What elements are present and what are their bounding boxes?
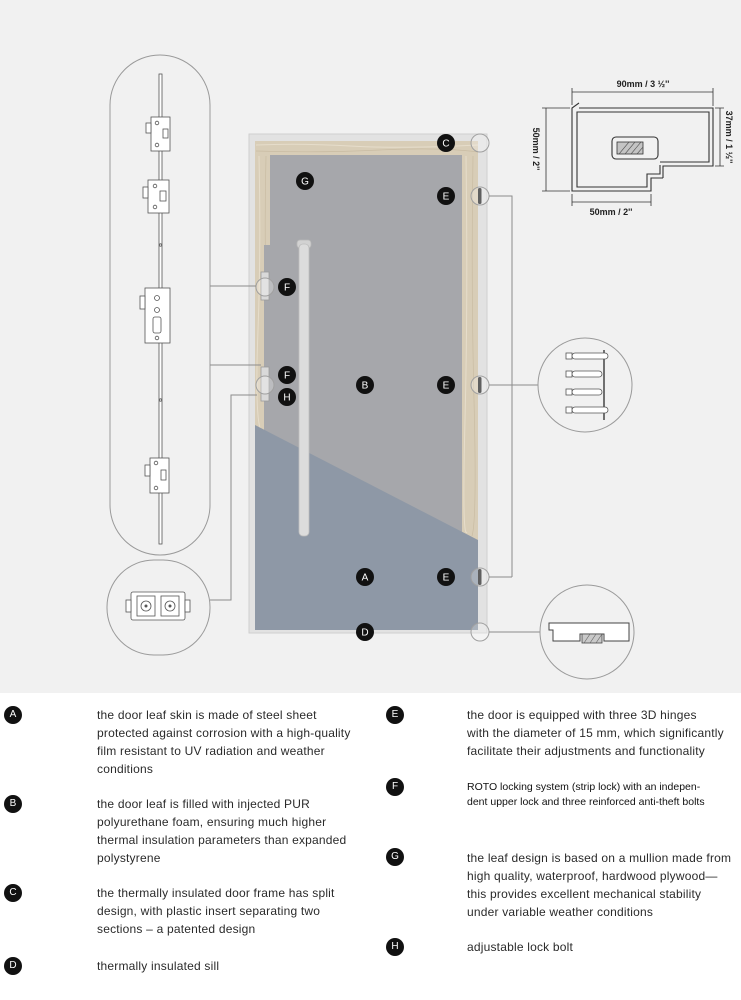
legend-marker-c: C [4, 884, 22, 902]
legend-description-d [97, 957, 219, 975]
door-handle [299, 244, 309, 536]
lower-lock-tab [145, 465, 150, 476]
marker-e-top-hinge [437, 187, 455, 205]
legend-description-line: the leaf design is based on a mullion made from [467, 851, 732, 865]
lock-bolt-detail [126, 592, 190, 620]
upper-lock-bolt [163, 129, 168, 138]
strip-screw [159, 244, 161, 246]
legend-description-line: this provides excellent mechanical stability [467, 887, 702, 901]
hinge-leader-lines [489, 196, 538, 577]
legend-description-line: high quality, waterproof, hardwood plywood— [467, 869, 718, 883]
legend-description-a [97, 706, 351, 778]
legend-description-c [97, 884, 335, 938]
legend-description-g [467, 849, 731, 921]
lock-screw [155, 143, 159, 147]
legend-marker-b: B [4, 795, 22, 813]
legend-description-e [467, 706, 724, 760]
frame-profile-top [579, 108, 713, 178]
hinge-knuckle [572, 407, 608, 413]
marker-letter: H [283, 392, 291, 404]
hinge-knuckle [572, 353, 608, 359]
marker-d [356, 623, 374, 641]
strip-lock-detail [140, 74, 170, 544]
legend-description-line: dent upper lock and three reinforced anti-theft bolts [467, 795, 705, 808]
legend-description-line: conditions [97, 762, 154, 776]
hinge-pin-cap [566, 407, 572, 413]
marker-letter: E [442, 380, 450, 392]
legend-description-h [467, 938, 573, 956]
legend-marker-a: A [4, 706, 22, 724]
bolt-plate-end [126, 600, 131, 612]
hinge-knuckle [572, 371, 602, 377]
callout-hinge-middle [471, 376, 489, 394]
lock-screw [153, 205, 157, 209]
legend-description-b [97, 795, 346, 867]
marker-c [437, 134, 455, 152]
legend-description-line: the door is equipped with three 3D hinges [467, 708, 697, 722]
callout-hinge-top [471, 187, 489, 205]
dim-left-line [542, 108, 570, 191]
marker-b [356, 376, 374, 394]
dim-left-label: 50mm / 2'' [531, 127, 541, 171]
marker-letter: E [442, 191, 450, 203]
bolt-screw-center [169, 605, 172, 608]
callout-frame-corner [471, 134, 489, 152]
legend [0, 693, 741, 1000]
dim-right-label: 37mm / 1 ½'' [724, 110, 734, 164]
legend-description-line: polyurethane foam, ensuring much higher [97, 815, 327, 829]
lock-screw [155, 121, 159, 125]
hinge-detail [566, 350, 608, 420]
main-lock-cylinder [153, 317, 161, 333]
marker-letter: A [361, 572, 369, 584]
dim-bottom-label: 50mm / 2'' [589, 207, 633, 217]
lock-screw [154, 461, 158, 465]
hinge-pin-cap [566, 371, 572, 377]
hinge-detail-frame [538, 338, 632, 432]
marker-g [296, 172, 314, 190]
legend-description-line: design, with plastic insert separating two [97, 904, 321, 918]
frame-profile-detail [572, 103, 713, 191]
dim-width-label: 90mm / 3 ½'' [616, 79, 670, 89]
sill-detail [549, 623, 629, 643]
legend-description-line: under variable weather conditions [467, 905, 654, 919]
lock-screw [155, 336, 159, 340]
dim-bottom-line [572, 194, 651, 206]
marker-a [356, 568, 374, 586]
legend-description-line: adjustable lock bolt [467, 940, 574, 954]
legend-description-line: film resistant to UV radiation and weather [97, 744, 325, 758]
hinge-knuckle [572, 389, 602, 395]
marker-f-main-lock [278, 366, 296, 384]
callout-hinge-bottom [471, 568, 489, 586]
marker-letter: E [442, 572, 450, 584]
hinge-pin-cap [566, 353, 572, 359]
legend-description-line: sections – a patented design [97, 922, 256, 936]
marker-letter: D [361, 627, 369, 639]
legend-marker-g: G [386, 848, 404, 866]
main-lock-spindle [155, 308, 160, 313]
marker-letter: B [361, 380, 369, 392]
callout-main-lock [256, 376, 274, 394]
marker-e-middle-hinge [437, 376, 455, 394]
legend-marker-e: E [386, 706, 404, 724]
marker-f-upper-lock [278, 278, 296, 296]
legend-description-line: thermally insulated sill [97, 959, 220, 973]
lower-lock-bolt [161, 470, 166, 480]
marker-h [278, 388, 296, 406]
marker-letter: F [283, 282, 291, 294]
lock-screw [153, 184, 157, 188]
legend-description-line: the door leaf is filled with injected PUR [97, 797, 310, 811]
marker-letter: C [442, 138, 450, 150]
legend-description-line: facilitate their adjustments and functionality [467, 744, 705, 758]
bolt-tab [143, 187, 148, 198]
bolt-latch [160, 191, 166, 201]
legend-description-line: ROTO locking system (strip lock) with an indepen- [467, 780, 701, 793]
legend-marker-d: D [4, 957, 22, 975]
legend-marker-f: F [386, 778, 404, 796]
legend-description-line: thermal insulation parameters than expanded [97, 833, 347, 847]
legend-description-f [467, 780, 705, 810]
marker-letter: G [301, 176, 309, 188]
bolt-plate-end [185, 600, 190, 612]
main-lock-spindle [155, 296, 160, 301]
legend-description-line: the thermally insulated door frame has split [97, 886, 335, 900]
dim-right-line [715, 108, 724, 166]
bolt-screw-center [145, 605, 148, 608]
lock-screw [154, 486, 158, 490]
dim-width-line [572, 88, 713, 106]
marker-letter: F [283, 370, 291, 382]
upper-lock-tab [146, 123, 151, 133]
callout-sill [471, 623, 489, 641]
legend-description-line: with the diameter of 15 mm, which significantly [467, 726, 724, 740]
legend-description-line: the door leaf skin is made of steel sheet [97, 708, 317, 722]
legend-description-line: polystyrene [97, 851, 161, 865]
callout-upper-lock [256, 278, 274, 296]
strip-screw [159, 399, 161, 401]
legend-description-line: protected against corrosion with a high-quality [97, 726, 351, 740]
legend-marker-h: H [386, 938, 404, 956]
hinge-pin-cap [566, 389, 572, 395]
main-lock-tab [140, 296, 145, 309]
marker-e-bottom-hinge [437, 568, 455, 586]
